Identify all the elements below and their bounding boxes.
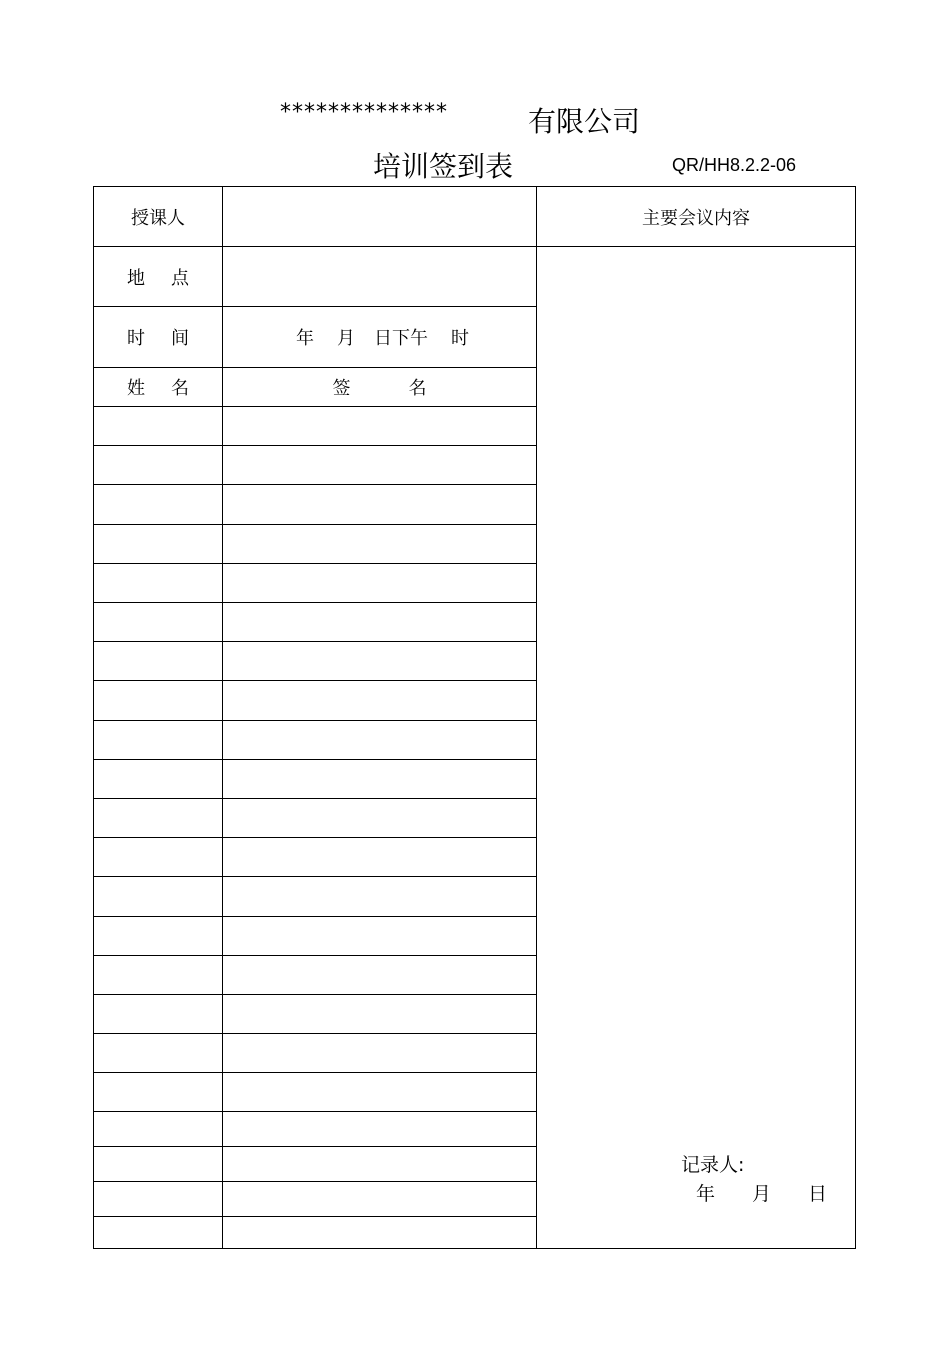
- signature-row-signature-cell[interactable]: [223, 1217, 536, 1248]
- signature-row-signature-cell[interactable]: [223, 525, 536, 563]
- signature-row-signature-cell[interactable]: [223, 838, 536, 876]
- signature-row-name-cell[interactable]: [94, 446, 222, 484]
- time-month-label: 月: [337, 328, 355, 349]
- location-label: [94, 247, 222, 306]
- record-date-month: 月: [752, 1183, 772, 1205]
- signature-row-name-cell[interactable]: [94, 1112, 222, 1146]
- name-column-header: [94, 368, 222, 406]
- signature-row-signature-cell[interactable]: [223, 681, 536, 720]
- signature-row-name-cell[interactable]: [94, 1182, 222, 1216]
- sign-header-char-1: 签: [332, 378, 351, 399]
- instructor-field[interactable]: [223, 187, 536, 246]
- signature-row-signature-cell[interactable]: [223, 917, 536, 955]
- time-year-label: 年: [296, 328, 314, 349]
- signature-row-name-cell[interactable]: [94, 485, 222, 524]
- sign-header-char-2: 名: [408, 378, 427, 399]
- signature-row-signature-cell[interactable]: [223, 603, 536, 641]
- signature-row-name-cell[interactable]: [94, 407, 222, 445]
- signature-row-signature-cell[interactable]: [223, 1073, 536, 1111]
- signature-row-name-cell[interactable]: [94, 799, 222, 837]
- signature-row-signature-cell[interactable]: [223, 995, 536, 1033]
- signature-row-signature-cell[interactable]: [223, 760, 536, 798]
- signature-row-name-cell[interactable]: [94, 1147, 222, 1181]
- document-code: QR/HH8.2.2-06: [672, 155, 797, 175]
- time-label-char-2: 间: [171, 328, 189, 349]
- recorder-label: 记录人:: [681, 1154, 745, 1176]
- signature-row-name-cell[interactable]: [94, 564, 222, 602]
- instructor-label: 授课人: [131, 207, 185, 229]
- signature-row-signature-cell[interactable]: [223, 407, 536, 445]
- signature-row-signature-cell[interactable]: [223, 799, 536, 837]
- meeting-content-field[interactable]: [537, 247, 855, 1127]
- record-date-day: 日: [808, 1183, 828, 1205]
- signature-row-name-cell[interactable]: [94, 681, 222, 720]
- signature-row-name-cell[interactable]: [94, 760, 222, 798]
- table-right-border: [855, 186, 856, 1249]
- signature-row-name-cell[interactable]: [94, 956, 222, 994]
- time-label: [94, 307, 222, 367]
- company-name-placeholder: **************: [280, 100, 448, 125]
- signature-row-name-cell[interactable]: [94, 642, 222, 680]
- document-title: 培训签到表: [373, 150, 514, 183]
- signature-row-signature-cell[interactable]: [223, 485, 536, 524]
- signature-row-signature-cell[interactable]: [223, 721, 536, 759]
- time-label-char-1: 时: [127, 328, 145, 349]
- signature-row-signature-cell[interactable]: [223, 642, 536, 680]
- signature-row-name-cell[interactable]: [94, 603, 222, 641]
- signature-row-name-cell[interactable]: [94, 525, 222, 563]
- signature-row-name-cell[interactable]: [94, 917, 222, 955]
- signature-row-name-cell[interactable]: [94, 1073, 222, 1111]
- signature-row-signature-cell[interactable]: [223, 956, 536, 994]
- time-hour-label: 时: [451, 328, 469, 349]
- table-bottom-border: [93, 1248, 856, 1249]
- signature-row-name-cell[interactable]: [94, 721, 222, 759]
- record-date-year: 年: [696, 1183, 716, 1205]
- signature-row-signature-cell[interactable]: [223, 1182, 536, 1216]
- meeting-content-label: 主要会议内容: [642, 207, 750, 229]
- location-label-char-1: 地: [127, 267, 145, 289]
- signature-row-name-cell[interactable]: [94, 1217, 222, 1248]
- signature-row-name-cell[interactable]: [94, 1034, 222, 1072]
- name-header-char-1: 姓: [127, 378, 145, 399]
- signature-row-name-cell[interactable]: [94, 995, 222, 1033]
- name-header-char-2: 名: [171, 378, 189, 399]
- signature-row-signature-cell[interactable]: [223, 1034, 536, 1072]
- signature-row-name-cell[interactable]: [94, 877, 222, 916]
- location-label-char-2: 点: [171, 267, 189, 289]
- signature-row-signature-cell[interactable]: [223, 446, 536, 484]
- signature-row-signature-cell[interactable]: [223, 1112, 536, 1146]
- signature-row-name-cell[interactable]: [94, 838, 222, 876]
- signature-column-header: [223, 368, 536, 406]
- signature-row-signature-cell[interactable]: [223, 1147, 536, 1181]
- location-field[interactable]: [223, 247, 536, 306]
- signature-row-signature-cell[interactable]: [223, 877, 536, 916]
- time-day-pm-label: 日下午: [374, 328, 428, 349]
- time-field[interactable]: [223, 307, 536, 367]
- signature-row-signature-cell[interactable]: [223, 564, 536, 602]
- company-name-suffix: 有限公司: [528, 105, 641, 138]
